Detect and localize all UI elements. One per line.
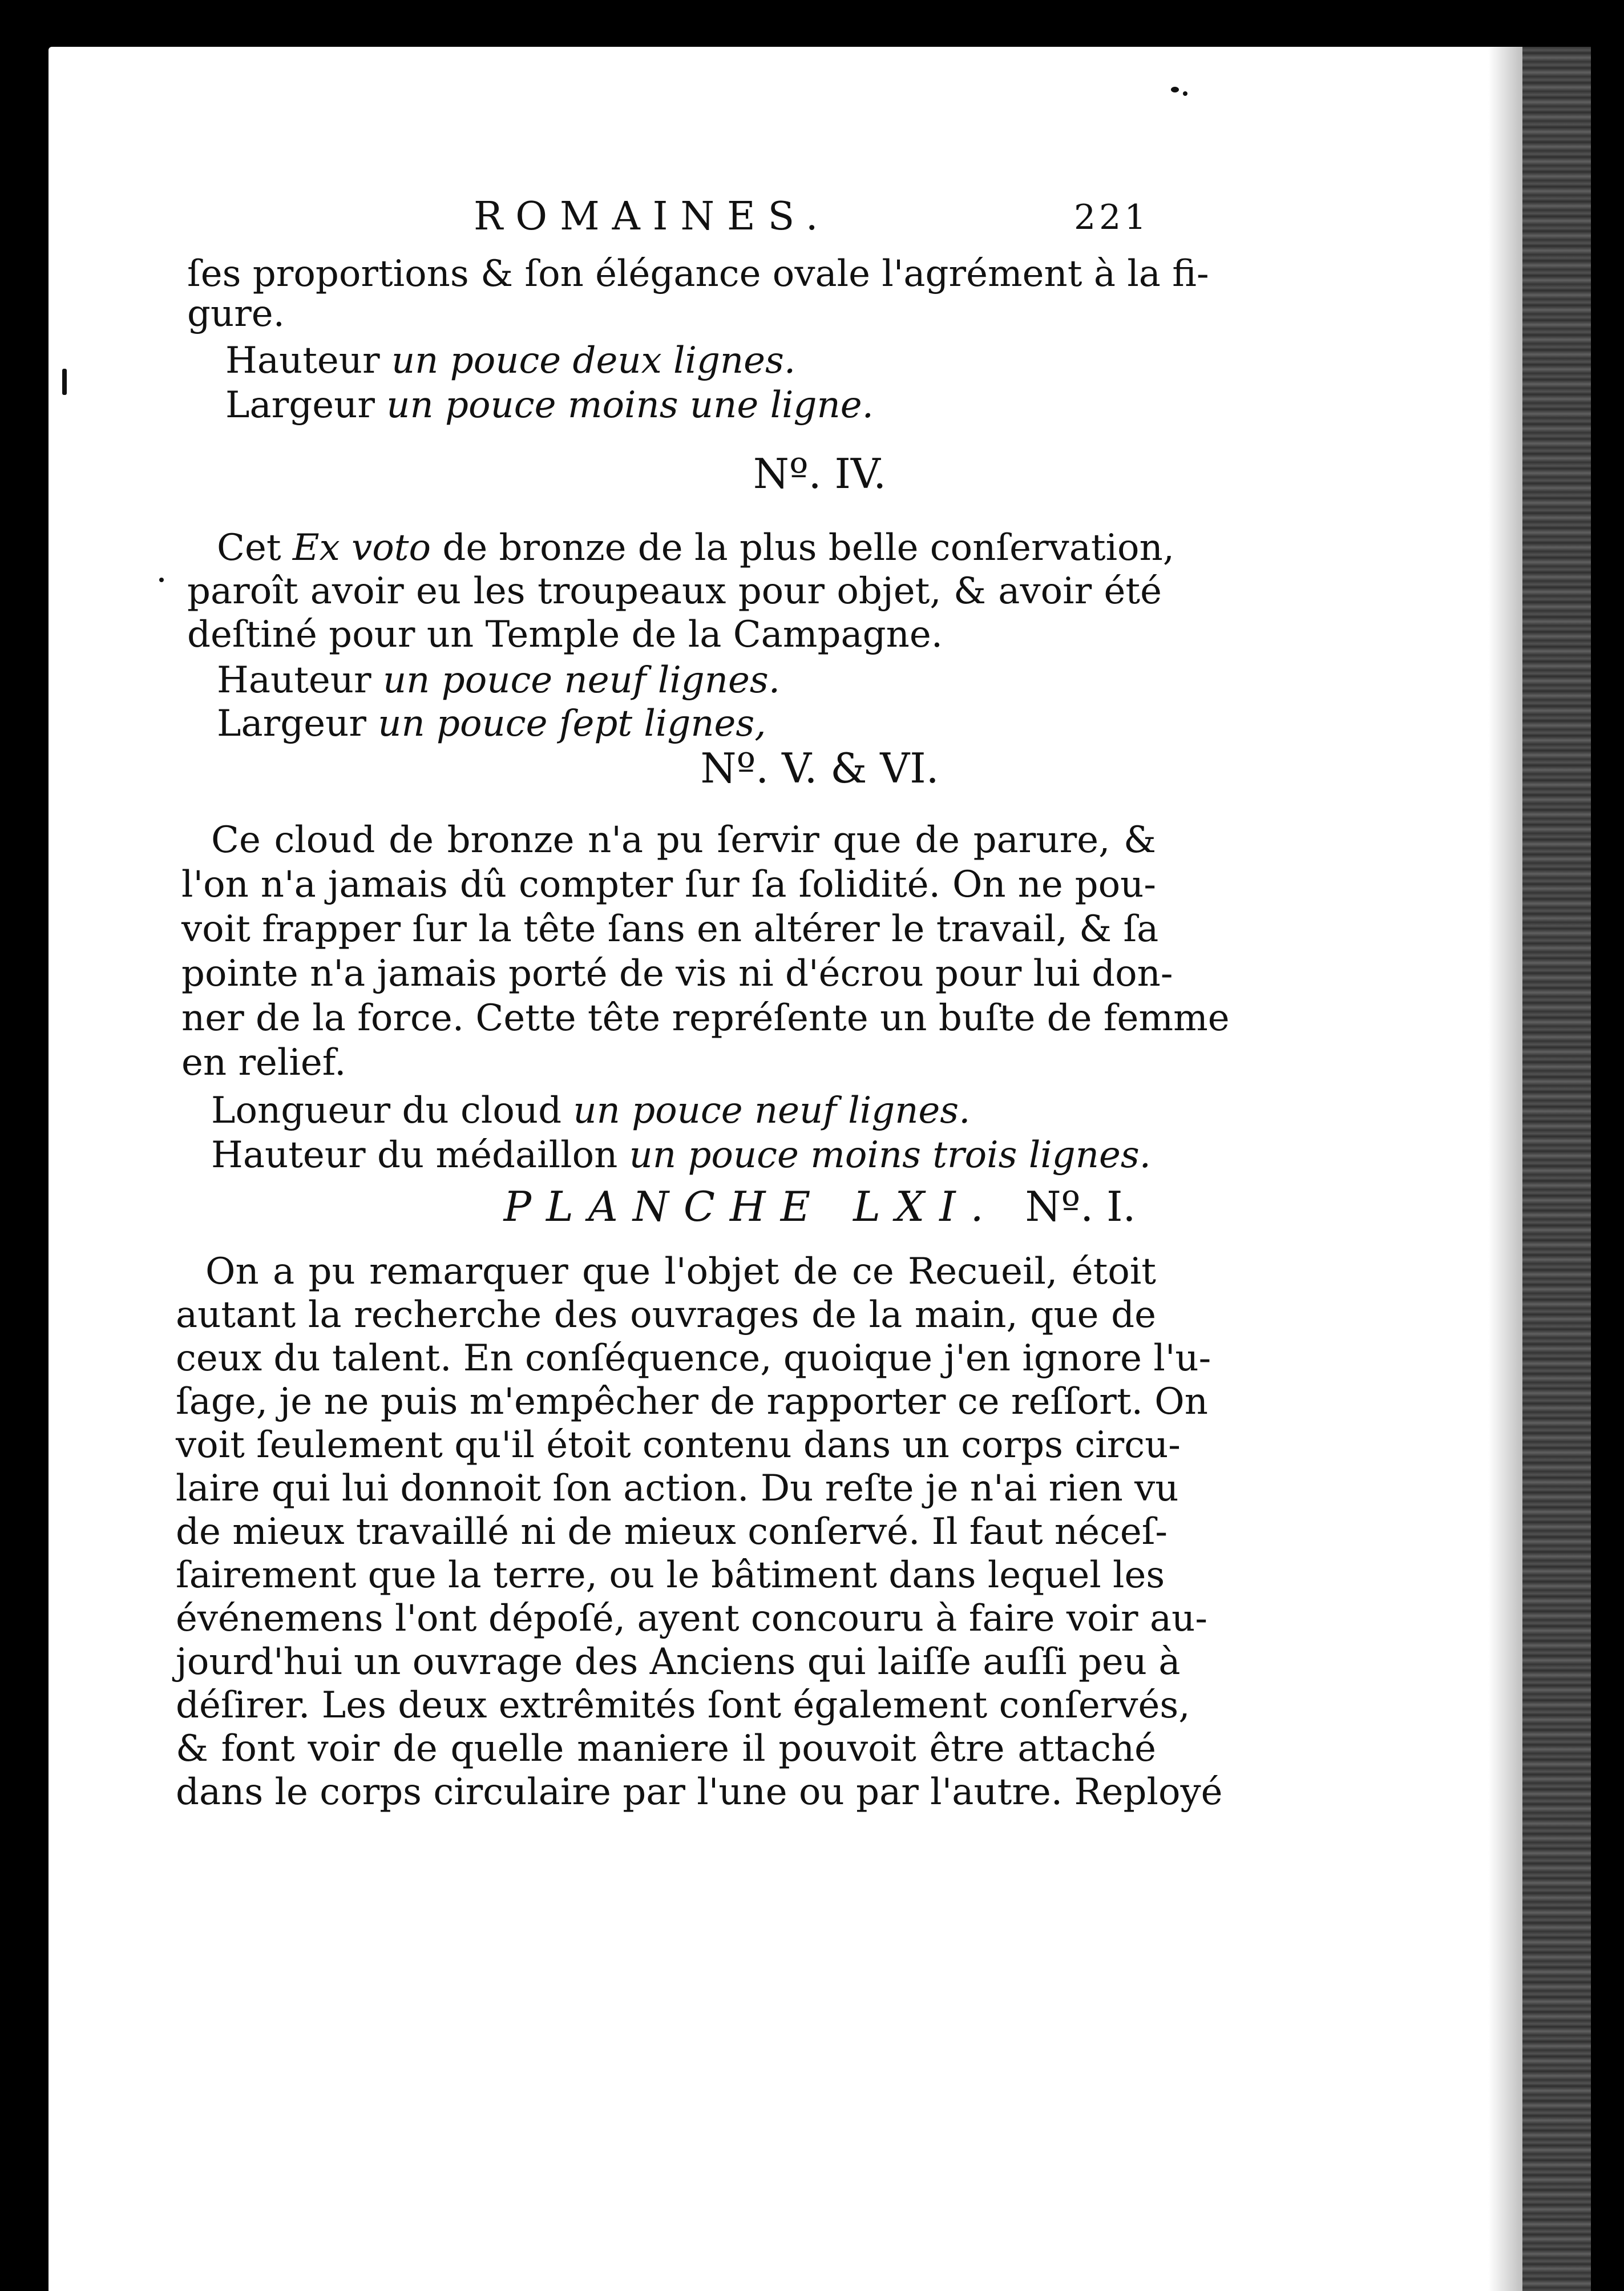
text-line: gure. [187, 293, 285, 335]
text-line: voit frapper ſur la tête ſans en altérer le travail, & ſa [181, 908, 1159, 950]
dimension-value: un pouce neuf lignes. [382, 659, 781, 701]
text-line: ſage, je ne puis m'empêcher de rapporter ce reſſort. On [176, 1381, 1208, 1423]
dimension-line [211, 1132, 1151, 1178]
text-line: de mieux travaillé ni de mieux conſervé. Il faut néceſ- [176, 1511, 1167, 1553]
text-line: déſirer. Les deux extrêmités ſont également conſervés, [176, 1684, 1190, 1727]
text-line: On a pu remarquer que l'objet de ce Recueil, étoit [205, 1251, 1156, 1293]
plate-number: Nº. I. [1025, 1183, 1136, 1231]
dimension-value: un pouce ſept lignes, [378, 703, 766, 745]
text-line: événemens l'ont dépoſé, ayent concouru à faire voir au- [176, 1598, 1207, 1640]
text-line: paroît avoir eu les troupeaux pour objet, & avoir été [187, 570, 1162, 612]
running-title: ROMAINES. [474, 194, 831, 239]
dimension-value: un pouce moins une ligne. [386, 384, 874, 426]
text-line: autant la recherche des ouvrages de la main, que de [176, 1294, 1156, 1336]
plate-heading [49, 1183, 1591, 1231]
text-line: pointe n'a jamais porté de vis ni d'écrou pour lui don- [181, 953, 1173, 995]
page-text [49, 47, 1591, 2291]
dimension-line [225, 338, 795, 384]
dimension-value: un pouce moins trois lignes. [629, 1134, 1151, 1176]
dimension-label: Hauteur [217, 659, 371, 701]
text-line: dans le corps circulaire par l'une ou par l'autre. Reployé [176, 1771, 1223, 1813]
text-line: laire qui lui donnoit ſon action. Du reſte je n'ai rien vu [176, 1467, 1179, 1510]
dimension-label: Largeur [225, 384, 375, 426]
dimension-label: Longueur du cloud [211, 1090, 562, 1132]
dimension-label: Largeur [217, 703, 366, 745]
page-number: 221 [1074, 197, 1150, 237]
text-line: voit ſeulement qu'il étoit contenu dans un corps circu- [176, 1424, 1181, 1466]
text-line: ner de la force. Cette tête repréſente un buſte de femme [181, 997, 1230, 1039]
plate-title: PLANCHE LXI. [503, 1183, 999, 1231]
text-line: ſairement que la terre, ou le bâtiment dans lequel les [176, 1554, 1165, 1596]
book-page [49, 47, 1591, 2291]
text-line: ceux du talent. En conſéquence, quoique j'en ignore l'u- [176, 1337, 1211, 1380]
dimension-label: Hauteur du médaillon [211, 1134, 618, 1176]
dimension-line [217, 658, 780, 703]
dimension-value: un pouce deux lignes. [391, 340, 796, 382]
dimension-line [211, 1088, 970, 1134]
text-line: jourd'hui un ouvrage des Anciens qui laiſſe auſſi peu à [176, 1641, 1181, 1683]
dimension-line [217, 701, 766, 747]
text-line: Ce cloud de bronze n'a pu ſervir que de parure, & [211, 819, 1156, 861]
text-line: Cet Ex voto de bronze de la plus belle conſervation, [217, 527, 1175, 569]
text-line: en relief. [181, 1042, 346, 1084]
text-line: ſes proportions & ſon élégance ovale l'agrément à la fi- [187, 253, 1209, 295]
section-heading: Nº. V. & VI. [700, 744, 939, 792]
section-heading: Nº. IV. [753, 450, 887, 498]
dimension-value: un pouce neuf lignes. [573, 1090, 971, 1132]
dimension-label: Hauteur [225, 340, 380, 382]
text-line: l'on n'a jamais dû compter ſur ſa ſolidité. On ne pou- [181, 864, 1156, 906]
dimension-line [225, 382, 874, 428]
text-line: deſtiné pour un Temple de la Campagne. [187, 614, 943, 656]
text-line: & font voir de quelle maniere il pouvoit être attaché [176, 1728, 1156, 1770]
